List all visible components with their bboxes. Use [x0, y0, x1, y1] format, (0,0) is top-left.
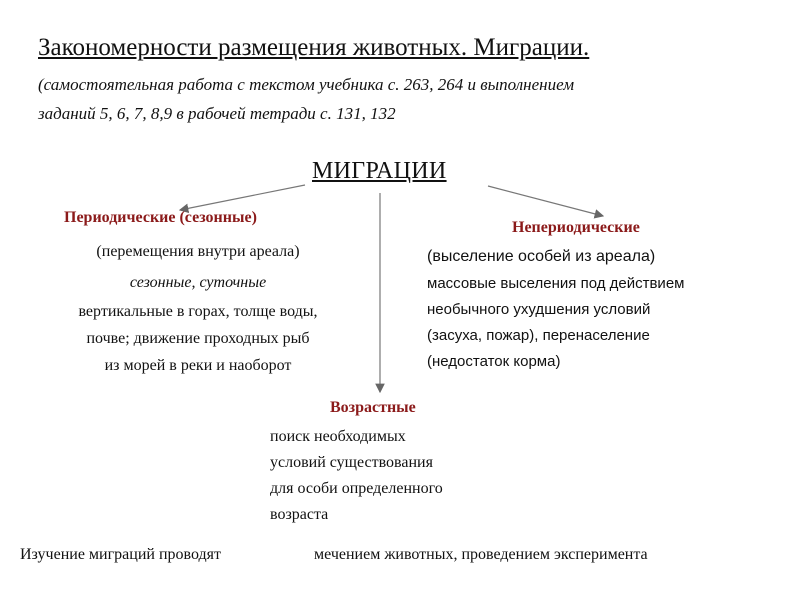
- periodic-example: вертикальные в горах, толще воды,: [78, 303, 318, 320]
- age-heading: Возрастные: [330, 399, 416, 416]
- arrow-to-periodic: [180, 185, 305, 210]
- nonperiodic-heading: Непериодические: [512, 219, 640, 236]
- main-node: МИГРАЦИИ: [312, 158, 447, 184]
- nonperiodic-detail: необычного ухудшения условий: [427, 301, 651, 318]
- nonperiodic-detail: массовые выселения под действием: [427, 275, 685, 292]
- age-detail: условий существования: [270, 454, 433, 471]
- periodic-types: сезонные, суточные: [129, 274, 267, 291]
- footer-lead: Изучение миграций проводят: [20, 546, 221, 563]
- nonperiodic-detail: (засуха, пожар), перенаселение: [427, 327, 650, 344]
- periodic-example: почве; движение проходных рыб: [86, 330, 310, 347]
- periodic-heading: Периодические (сезонные): [64, 209, 257, 226]
- subtitle: [38, 70, 778, 128]
- subtitle-line: (самостоятельная работа с текстом учебника с. 263, 264 и выполнением: [38, 75, 575, 94]
- periodic-definition: (перемещения внутри ареала): [96, 243, 300, 260]
- periodic-example: из морей в реки и наоборот: [104, 357, 292, 374]
- age-detail: возраста: [270, 506, 329, 523]
- age-block: [270, 424, 550, 528]
- age-detail: поиск необходимых: [270, 428, 406, 445]
- periodic-block: [10, 236, 386, 379]
- subtitle-line: заданий 5, 6, 7, 8,9 в рабочей тетради с. 131, 132: [38, 104, 396, 123]
- footer-methods: мечением животных, проведением эксперимента: [314, 546, 648, 563]
- nonperiodic-detail: (недостаток корма): [427, 353, 561, 370]
- nonperiodic-block: [427, 242, 797, 375]
- arrow-to-nonperiodic: [488, 186, 603, 216]
- nonperiodic-definition: (выселение особей из ареала): [427, 248, 656, 265]
- age-detail: для особи определенного: [270, 480, 443, 497]
- page-title: Закономерности размещения животных. Миграции.: [38, 34, 590, 61]
